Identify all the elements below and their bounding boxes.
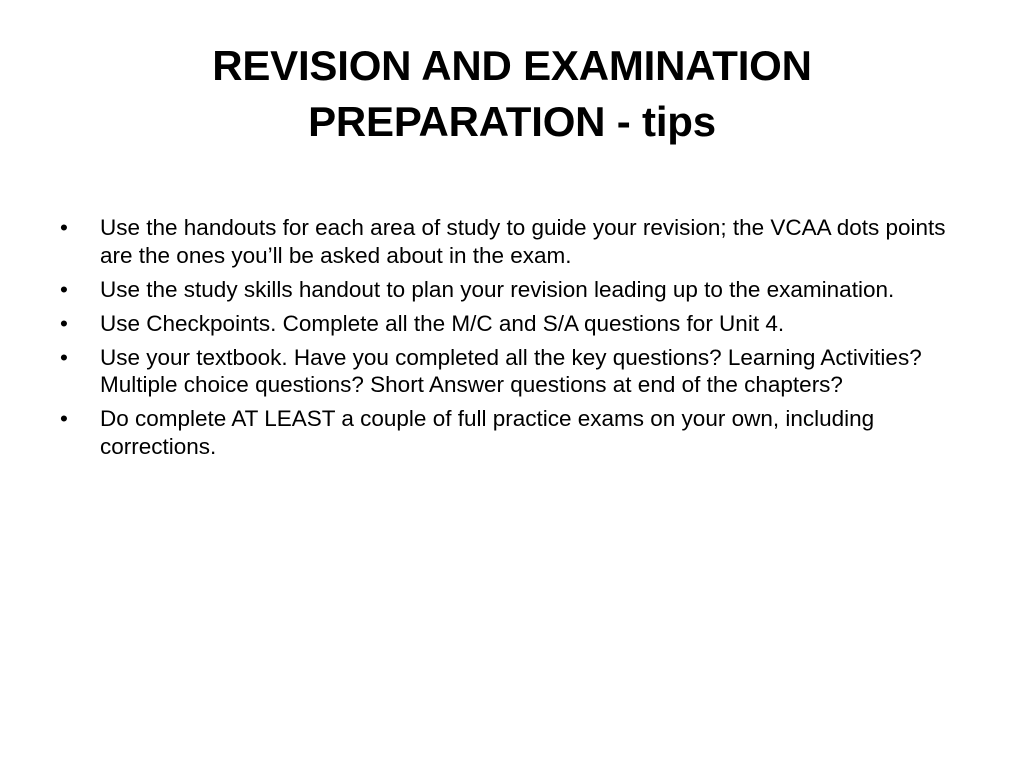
bullet-marker: • [60,310,68,336]
bullet-marker: • [60,344,68,370]
bullet-marker: • [60,276,68,302]
bullet-item-handouts [58,214,958,269]
slide-title-line-2: PREPARATION - tips [308,98,716,145]
bullet-item-textbook [58,344,958,399]
bullet-text: Use the study skills handout to plan your revision leading up to the examination. [100,276,895,302]
bullet-marker: • [60,406,68,431]
bullet-item-study-skills [58,276,958,304]
bullet-marker: • [60,215,68,240]
bullet-text: Do complete AT LEAST a couple of full practice exams on your own, including corrections. [100,406,875,459]
bullet-list [58,214,958,467]
slide-title [60,38,964,150]
slide-title-line-1: REVISION AND EXAMINATION [212,42,812,89]
bullet-text: Use Checkpoints. Complete all the M/C and S/A questions for Unit 4. [100,310,785,336]
bullet-text: Use your textbook. Have you completed all the key questions? Learning Activities? Multiple choice questions? Short Answer questions at end of the chapters? [100,344,922,397]
bullet-text: Use the handouts for each area of study to guide your revision; the VCAA dots points are the ones you’ll be asked about in the exam. [100,215,946,268]
bullet-item-practice-exams [58,405,958,460]
bullet-item-checkpoints [58,310,958,338]
